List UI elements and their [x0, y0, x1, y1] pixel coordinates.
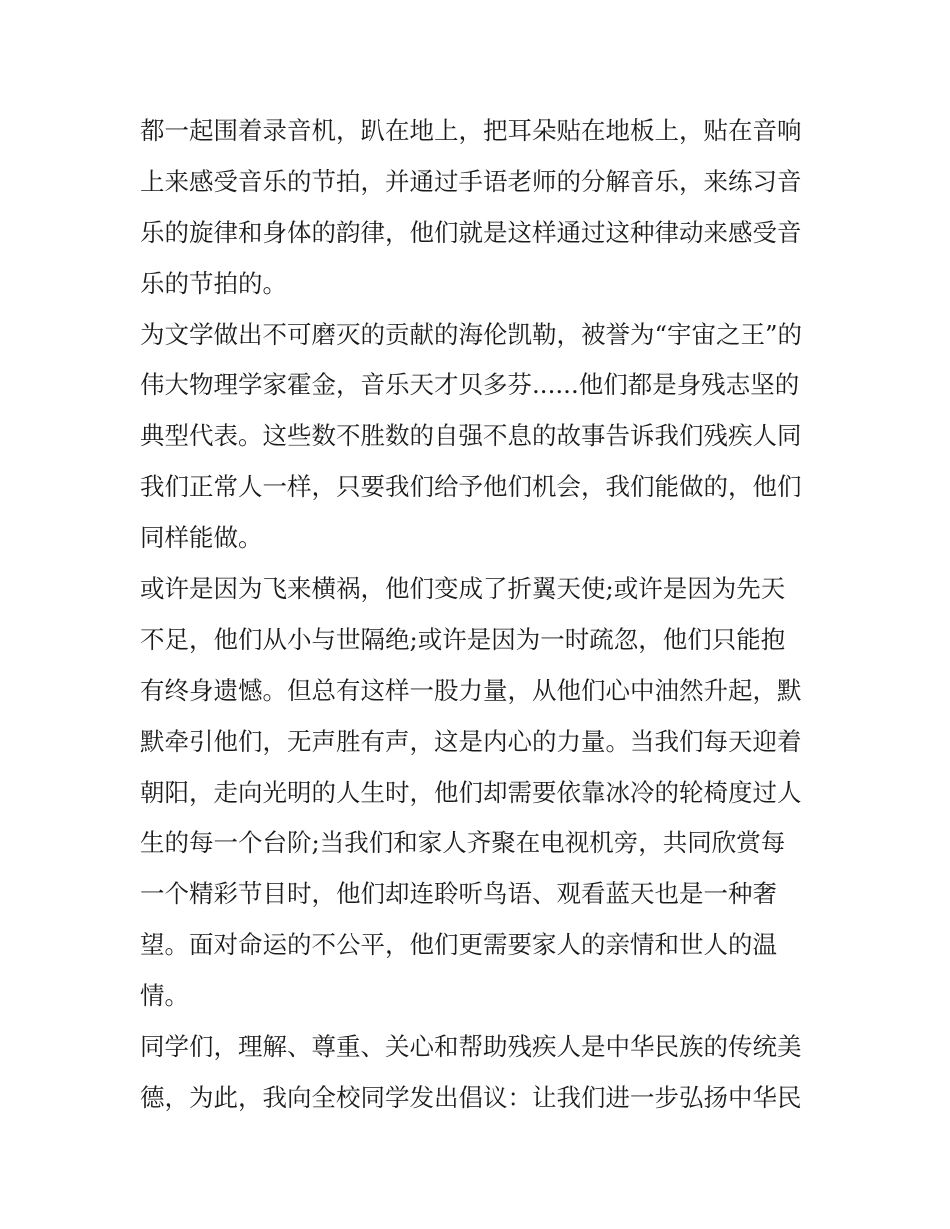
- text-line: 情。: [140, 981, 189, 1011]
- text-line: 生的每一个台阶;当我们和家人齐聚在电视机旁，共同欣赏每: [140, 828, 786, 858]
- text-line: 或许是因为飞来横祸，他们变成了折翼天使;或许是因为先天: [140, 574, 786, 604]
- text-line: 德，为此，我向全校同学发出倡议：让我们进一步弘扬中华民: [140, 1082, 802, 1112]
- body-text: [140, 106, 830, 1124]
- text-line: 一个精彩节目时，他们却连聆听鸟语、观看蓝天也是一种奢: [140, 879, 777, 909]
- text-line: 默牵引他们，无声胜有声，这是内心的力量。当我们每天迎着: [140, 726, 802, 756]
- text-line: 乐的节拍的。: [140, 268, 287, 298]
- text-line: 都一起围着录音机，趴在地上，把耳朵贴在地板上，贴在音响: [140, 116, 802, 145]
- text-line: 上来感受音乐的节拍，并通过手语老师的分解音乐，来练习音: [140, 166, 802, 196]
- text-line: 不足，他们从小与世隔绝;或许是因为一时疏忽，他们只能抱: [140, 624, 786, 654]
- text-line: 典型代表。这些数不胜数的自强不息的故事告诉我们残疾人同: [140, 421, 802, 451]
- text-line: 有终身遗憾。但总有这样一股力量，从他们心中油然升起，默: [140, 675, 802, 705]
- text-line: 同学们，理解、尊重、关心和帮助残疾人是中华民族的传统美: [140, 1032, 802, 1062]
- text-line: 朝阳，走向光明的人生时，他们却需要依靠冰冷的轮椅度过人: [140, 777, 802, 807]
- text-line: 乐的旋律和身体的韵律，他们就是这样通过这种律动来感受音: [140, 217, 802, 247]
- text-line: 同样能做。: [140, 523, 263, 553]
- text-line: 望。面对命运的不公平，他们更需要家人的亲情和世人的温: [140, 930, 777, 960]
- text-line: 为文学做出不可磨灭的贡献的海伦凯勒，被誉为“宇宙之王”的: [140, 319, 803, 349]
- text-line: 伟大物理学家霍金，音乐天才贝多芬......他们都是身残志坚的: [140, 370, 800, 400]
- text-line: 我们正常人一样，只要我们给予他们机会，我们能做的，他们: [140, 472, 802, 502]
